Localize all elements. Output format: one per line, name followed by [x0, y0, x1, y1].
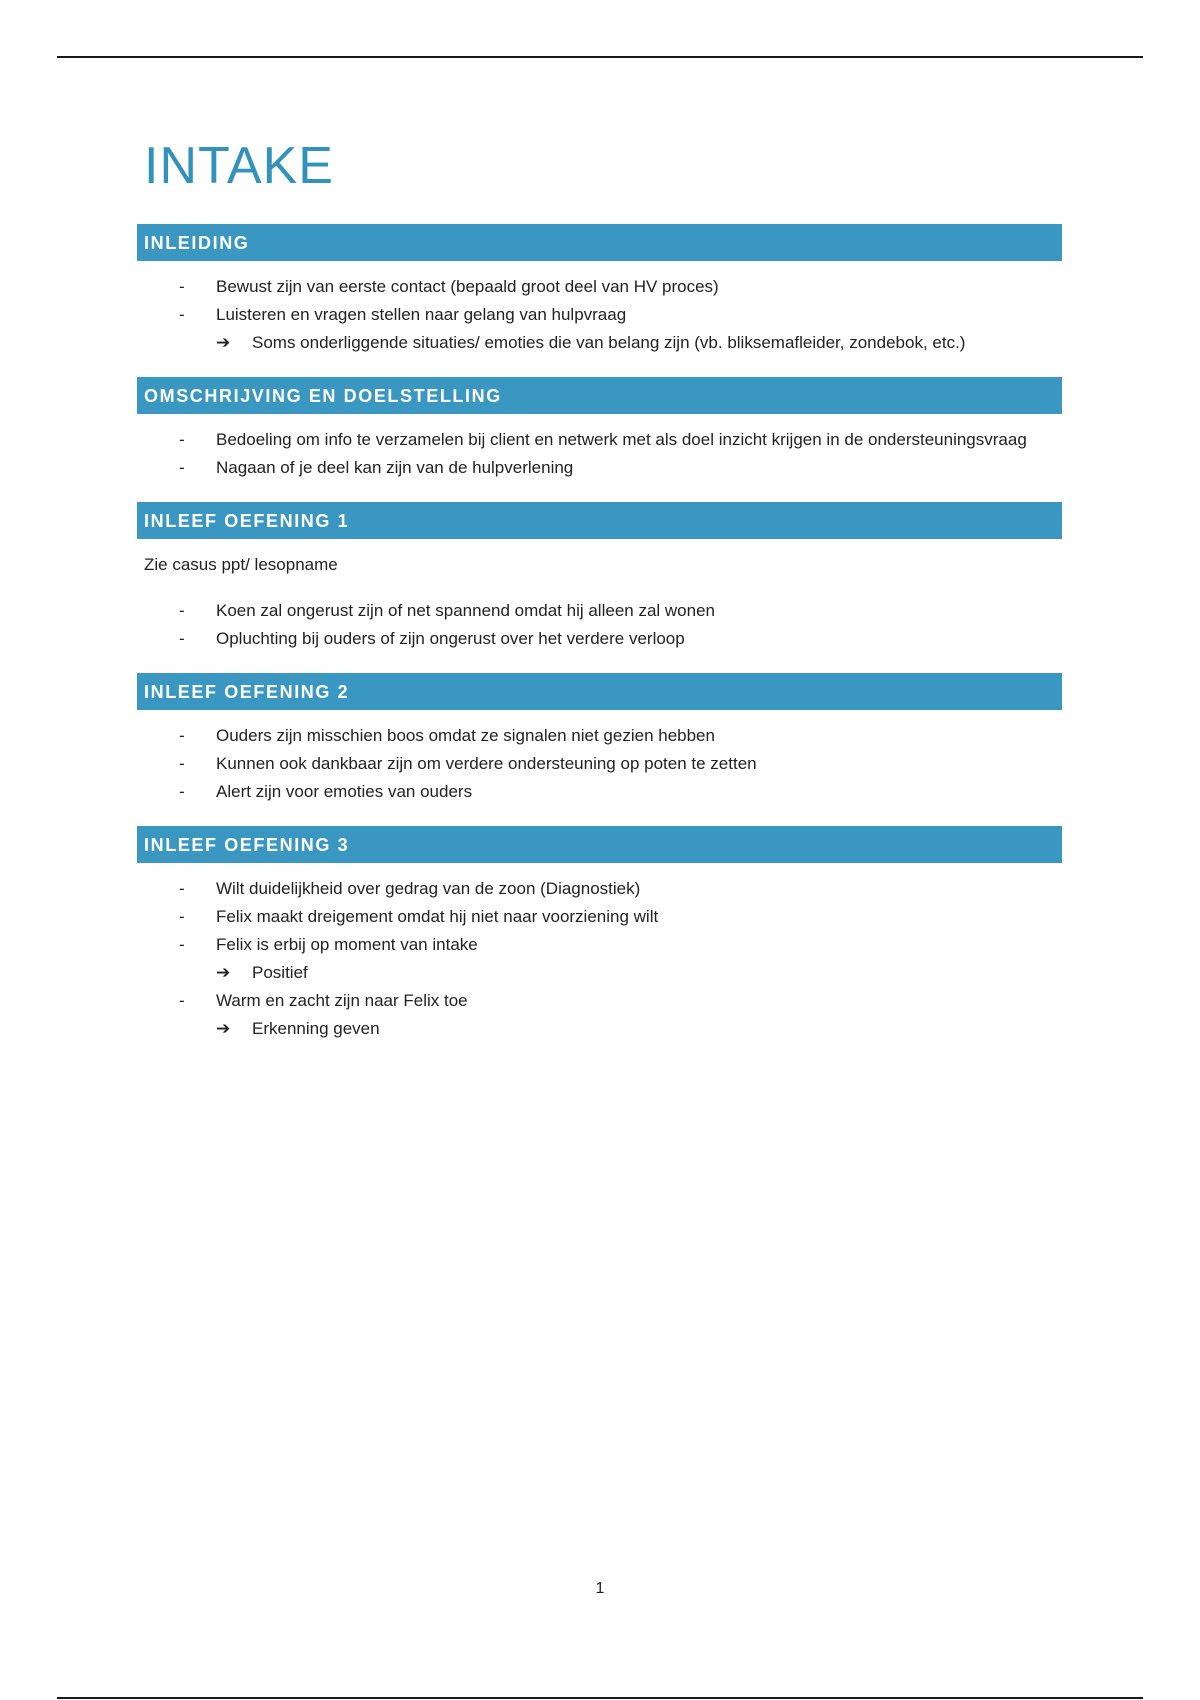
dash-marker: -: [179, 430, 185, 449]
section-heading: INLEEF OEFENING 3: [137, 826, 1062, 863]
document-body: [137, 137, 1062, 1063]
list-item: - Nagaan of je deel kan zijn van de hulpverlening: [137, 454, 1062, 482]
dash-marker: -: [179, 782, 185, 801]
list-item: - Ouders zijn misschien boos omdat ze signalen niet gezien hebben: [137, 722, 1062, 750]
page-bottom-rule: [57, 1697, 1143, 1699]
list-item: - Bedoeling om info te verzamelen bij client en netwerk met als doel inzicht krijgen in de ondersteuningsvraag: [137, 426, 1062, 454]
section-inleef-oefening-1: [137, 502, 1062, 673]
list-item: - Bewust zijn van eerste contact (bepaald groot deel van HV proces): [137, 273, 1062, 301]
dash-marker: -: [179, 754, 185, 773]
list-item: ➔ Soms onderliggende situaties/ emoties die van belang zijn (vb. bliksemafleider, zondebok, etc.): [137, 329, 1062, 357]
section-inleiding: [137, 224, 1062, 377]
list-item: - Alert zijn voor emoties van ouders: [137, 778, 1062, 806]
section-heading: INLEEF OEFENING 2: [137, 673, 1062, 710]
list-item: - Luisteren en vragen stellen naar gelang van hulpvraag: [137, 301, 1062, 329]
dash-marker: -: [179, 879, 185, 898]
dash-marker: -: [179, 305, 185, 324]
list-item: ➔ Erkenning geven: [137, 1015, 1062, 1043]
list-item: - Opluchting bij ouders of zijn ongerust over het verdere verloop: [137, 625, 1062, 653]
dash-marker: -: [179, 601, 185, 620]
dash-marker: -: [179, 277, 185, 296]
arrow-right-icon: ➔: [216, 333, 231, 352]
section-intro: Zie casus ppt/ lesopname: [144, 555, 338, 574]
dash-marker: -: [179, 458, 185, 477]
bullet-list: [137, 273, 1062, 357]
section-heading: INLEEF OEFENING 1: [137, 502, 1062, 539]
section-inleef-oefening-2: [137, 673, 1062, 826]
list-item: - Koen zal ongerust zijn of net spannend omdat hij alleen zal wonen: [137, 597, 1062, 625]
bullet-list: [137, 426, 1062, 482]
dash-marker: -: [179, 907, 185, 926]
dash-marker: -: [179, 629, 185, 648]
section-heading: OMSCHRIJVING EN DOELSTELLING: [137, 377, 1062, 414]
arrow-right-icon: ➔: [216, 963, 231, 982]
list-item: - Wilt duidelijkheid over gedrag van de zoon (Diagnostiek): [137, 875, 1062, 903]
document-title: INTAKE: [144, 137, 334, 195]
list-item: - Warm en zacht zijn naar Felix toe: [137, 987, 1062, 1015]
dash-marker: -: [179, 726, 185, 745]
page-top-rule: [57, 56, 1143, 58]
dash-marker: -: [179, 935, 185, 954]
bullet-list: [137, 597, 1062, 653]
bullet-list: [137, 875, 1062, 1043]
list-item: - Felix is erbij op moment van intake: [137, 931, 1062, 959]
section-heading: INLEIDING: [137, 224, 1062, 261]
section-inleef-oefening-3: [137, 826, 1062, 1063]
dash-marker: -: [179, 991, 185, 1010]
list-item: ➔ Positief: [137, 959, 1062, 987]
list-item: - Kunnen ook dankbaar zijn om verdere ondersteuning op poten te zetten: [137, 750, 1062, 778]
page-number: 1: [595, 1580, 605, 1597]
list-item: - Felix maakt dreigement omdat hij niet naar voorziening wilt: [137, 903, 1062, 931]
bullet-list: [137, 722, 1062, 806]
section-omschrijving: [137, 377, 1062, 502]
arrow-right-icon: ➔: [216, 1019, 231, 1038]
